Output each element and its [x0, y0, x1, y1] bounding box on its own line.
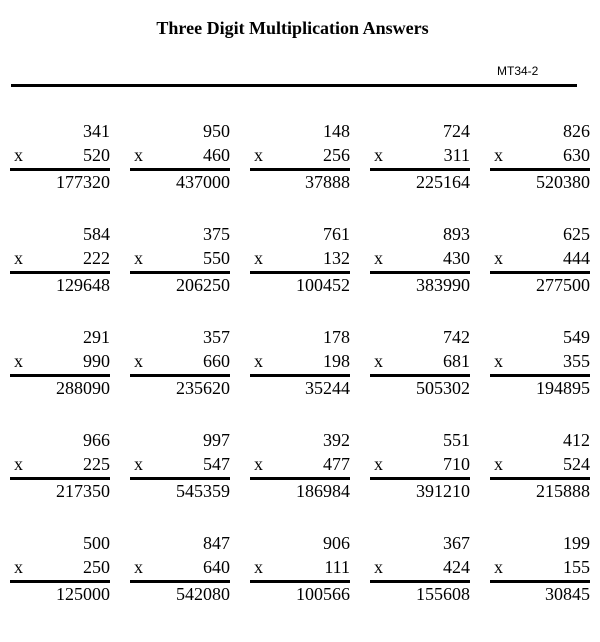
header-divider	[11, 84, 577, 87]
multiplier: 355	[563, 351, 590, 371]
multiplicand: 148	[323, 121, 350, 141]
problem-item	[250, 532, 350, 612]
product-answer: 206250	[176, 275, 230, 295]
multiplier: 640	[203, 557, 230, 577]
product-answer: 186984	[296, 481, 350, 501]
problem-item	[130, 120, 230, 200]
multiplier: 477	[323, 454, 350, 474]
multiply-sign: x	[254, 454, 263, 474]
multiplicand: 412	[563, 430, 590, 450]
multiply-sign: x	[254, 557, 263, 577]
multiplicand: 826	[563, 121, 590, 141]
multiplicand: 966	[83, 430, 110, 450]
multiplicand: 199	[563, 533, 590, 553]
problem-item	[370, 120, 470, 200]
problem-item	[490, 223, 590, 303]
problem-item	[250, 326, 350, 406]
multiplicand: 178	[323, 327, 350, 347]
multiplicand: 375	[203, 224, 230, 244]
multiplier: 990	[83, 351, 110, 371]
multiplicand: 341	[83, 121, 110, 141]
multiplier: 630	[563, 145, 590, 165]
multiplier: 430	[443, 248, 470, 268]
multiplier: 198	[323, 351, 350, 371]
multiplicand: 291	[83, 327, 110, 347]
multiply-sign: x	[14, 557, 23, 577]
multiplicand: 847	[203, 533, 230, 553]
product-answer: 155608	[416, 584, 470, 604]
multiplier: 710	[443, 454, 470, 474]
problem-item	[250, 120, 350, 200]
multiply-sign: x	[14, 248, 23, 268]
multiplier: 250	[83, 557, 110, 577]
multiply-sign: x	[134, 557, 143, 577]
product-answer: 288090	[56, 378, 110, 398]
multiplier: 547	[203, 454, 230, 474]
multiplicand: 500	[83, 533, 110, 553]
multiplier: 111	[324, 557, 350, 577]
product-answer: 235620	[176, 378, 230, 398]
multiplier: 524	[563, 454, 590, 474]
multiplicand: 742	[443, 327, 470, 347]
problem-item	[10, 532, 110, 612]
problem-item	[370, 326, 470, 406]
product-answer: 217350	[56, 481, 110, 501]
problem-item	[10, 429, 110, 509]
multiplicand: 724	[443, 121, 470, 141]
multiplier: 311	[443, 145, 470, 165]
problem-item	[250, 223, 350, 303]
multiplicand: 906	[323, 533, 350, 553]
problem-item	[490, 326, 590, 406]
multiply-sign: x	[494, 248, 503, 268]
multiplicand: 549	[563, 327, 590, 347]
product-answer: 30845	[545, 584, 590, 604]
problem-item	[490, 120, 590, 200]
problem-item	[370, 532, 470, 612]
multiplicand: 357	[203, 327, 230, 347]
multiplier: 444	[563, 248, 590, 268]
multiply-sign: x	[14, 351, 23, 371]
problem-item	[10, 120, 110, 200]
worksheet-code: MT34-2	[497, 64, 539, 78]
product-answer: 215888	[536, 481, 590, 501]
multiplicand: 367	[443, 533, 470, 553]
multiplicand: 761	[323, 224, 350, 244]
multiplicand: 997	[203, 430, 230, 450]
multiplier: 225	[83, 454, 110, 474]
multiply-sign: x	[134, 351, 143, 371]
multiply-sign: x	[374, 145, 383, 165]
multiplicand: 950	[203, 121, 230, 141]
product-answer: 542080	[176, 584, 230, 604]
product-answer: 277500	[536, 275, 590, 295]
problem-item	[370, 223, 470, 303]
page-title: Three Digit Multiplication Answers	[156, 18, 429, 38]
multiply-sign: x	[374, 454, 383, 474]
problem-item	[130, 429, 230, 509]
multiply-sign: x	[14, 454, 23, 474]
problem-item	[490, 532, 590, 612]
problem-item	[370, 429, 470, 509]
multiplier: 424	[443, 557, 470, 577]
product-answer: 100566	[296, 584, 350, 604]
multiply-sign: x	[14, 145, 23, 165]
product-answer: 225164	[416, 172, 470, 192]
problem-item	[130, 532, 230, 612]
multiply-sign: x	[134, 248, 143, 268]
multiply-sign: x	[494, 145, 503, 165]
multiplier: 660	[203, 351, 230, 371]
product-answer: 125000	[56, 584, 110, 604]
problem-item	[10, 223, 110, 303]
multiply-sign: x	[254, 351, 263, 371]
problem-item	[490, 429, 590, 509]
multiply-sign: x	[494, 351, 503, 371]
problem-item	[250, 429, 350, 509]
product-answer: 383990	[416, 275, 470, 295]
multiply-sign: x	[254, 145, 263, 165]
product-answer: 35244	[305, 378, 350, 398]
multiplier: 222	[83, 248, 110, 268]
product-answer: 100452	[296, 275, 350, 295]
multiplier: 256	[323, 145, 350, 165]
multiply-sign: x	[374, 351, 383, 371]
product-answer: 505302	[416, 378, 470, 398]
problem-grid	[10, 120, 590, 612]
problem-item	[130, 326, 230, 406]
problem-item	[130, 223, 230, 303]
multiply-sign: x	[374, 557, 383, 577]
multiplier: 155	[563, 557, 590, 577]
multiplicand: 584	[83, 224, 110, 244]
multiplier: 681	[443, 351, 470, 371]
product-answer: 129648	[56, 275, 110, 295]
multiplicand: 551	[443, 430, 470, 450]
multiply-sign: x	[374, 248, 383, 268]
multiply-sign: x	[134, 145, 143, 165]
multiplicand: 893	[443, 224, 470, 244]
multiply-sign: x	[494, 557, 503, 577]
product-answer: 194895	[536, 378, 590, 398]
multiply-sign: x	[134, 454, 143, 474]
multiplicand: 392	[323, 430, 350, 450]
multiplicand: 625	[563, 224, 590, 244]
multiply-sign: x	[494, 454, 503, 474]
product-answer: 520380	[536, 172, 590, 192]
multiplier: 132	[323, 248, 350, 268]
multiplier: 520	[83, 145, 110, 165]
product-answer: 177320	[56, 172, 110, 192]
product-answer: 391210	[416, 481, 470, 501]
product-answer: 545359	[176, 481, 230, 501]
problem-item	[10, 326, 110, 406]
product-answer: 37888	[305, 172, 350, 192]
multiplier: 550	[203, 248, 230, 268]
product-answer: 437000	[176, 172, 230, 192]
multiply-sign: x	[254, 248, 263, 268]
multiplier: 460	[203, 145, 230, 165]
